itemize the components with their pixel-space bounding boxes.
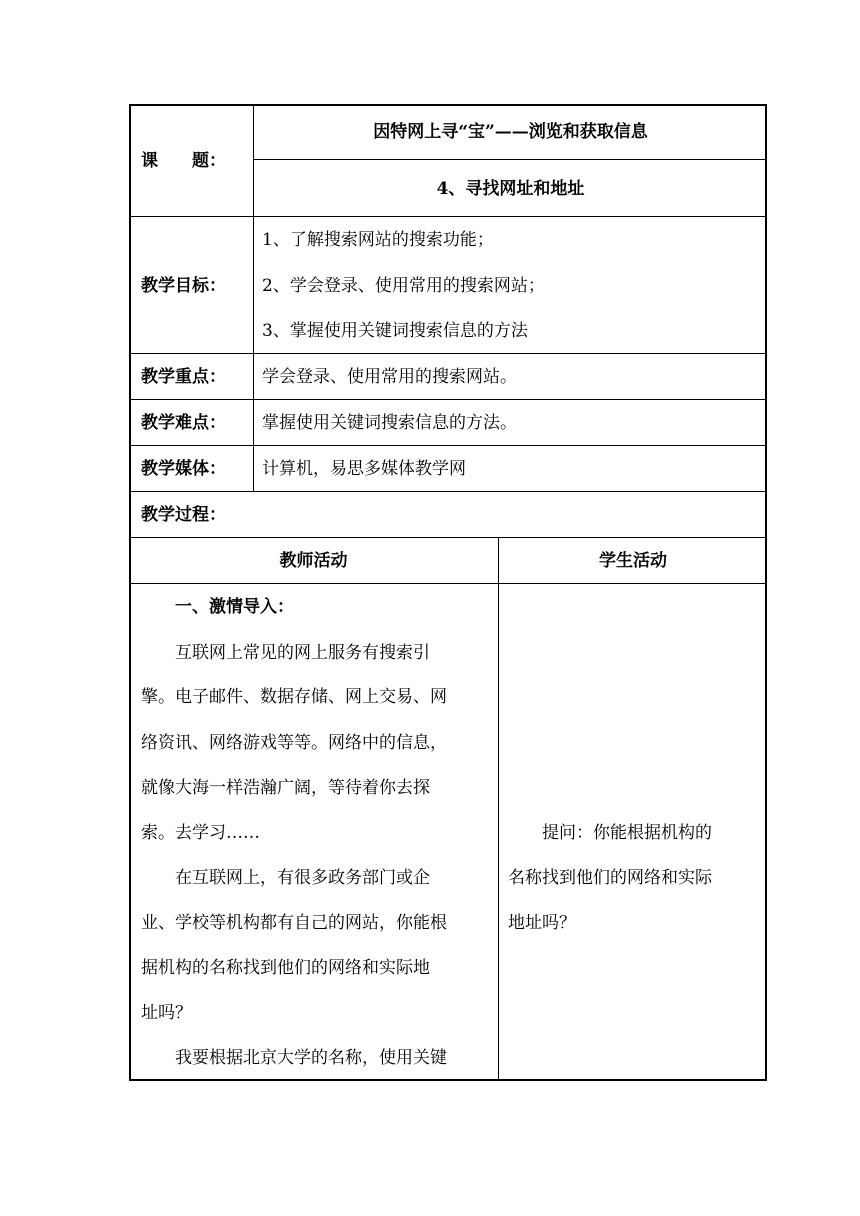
process-label: 教学过程：: [141, 505, 226, 525]
student-line: 地址吗？: [508, 913, 576, 933]
student-line: 名称找到他们的网络和实际: [508, 868, 712, 888]
teacher-line: 据机构的名称找到他们的网络和实际地: [141, 958, 430, 978]
teacher-line: 址吗？: [141, 1003, 192, 1023]
divider: [129, 353, 767, 354]
divider: [129, 399, 767, 400]
teacher-line: 业、学校等机构都有自己的网站，你能根: [141, 913, 447, 933]
column-divider: [253, 104, 254, 491]
media-label: 教学媒体：: [141, 459, 226, 479]
objective-item: 1、了解搜索网站的搜索功能；: [262, 230, 494, 250]
teacher-line: 就像大海一样浩瀚广阔，等待着你去探: [141, 778, 430, 798]
student-line: 提问：你能根据机构的: [508, 823, 712, 843]
divider: [129, 491, 767, 492]
objectives-label: 教学目标：: [141, 276, 226, 296]
teacher-line: 擎。电子邮件、数据存储、网上交易、网: [141, 687, 447, 707]
key-point-value: 学会登录、使用常用的搜索网站。: [262, 367, 517, 387]
difficulty-label: 教学难点：: [141, 413, 226, 433]
divider: [129, 216, 767, 217]
divider: [129, 445, 767, 446]
teacher-line: 互联网上常见的网上服务有搜索引: [141, 643, 430, 663]
subject-label: 课 题：: [141, 151, 226, 171]
objective-item: 3、掌握使用关键词搜索信息的方法: [262, 321, 528, 341]
teacher-line: 我要根据北京大学的名称，使用关键: [141, 1048, 447, 1068]
difficulty-value: 掌握使用关键词搜索信息的方法。: [262, 413, 517, 433]
objective-item: 2、学会登录、使用常用的搜索网站；: [262, 276, 545, 296]
teacher-line: 索。去学习……: [141, 823, 260, 843]
teacher-line: 络资讯、网络游戏等等。网络中的信息，: [141, 733, 447, 753]
lesson-subtitle: 4、寻找网址和地址: [436, 179, 585, 199]
student-column-header: 学生活动: [599, 551, 667, 571]
column-divider: [498, 537, 499, 1081]
teacher-line: 在互联网上，有很多政务部门或企: [141, 868, 430, 888]
divider: [129, 537, 767, 538]
divider: [254, 159, 767, 160]
divider: [129, 583, 767, 584]
teacher-line: 一、激情导入：: [141, 597, 294, 617]
lesson-title: 因特网上寻“宝”——浏览和获取信息: [373, 122, 648, 142]
key-point-label: 教学重点：: [141, 367, 226, 387]
media-value: 计算机，易思多媒体教学网: [262, 459, 466, 479]
teacher-column-header: 教师活动: [279, 551, 348, 571]
